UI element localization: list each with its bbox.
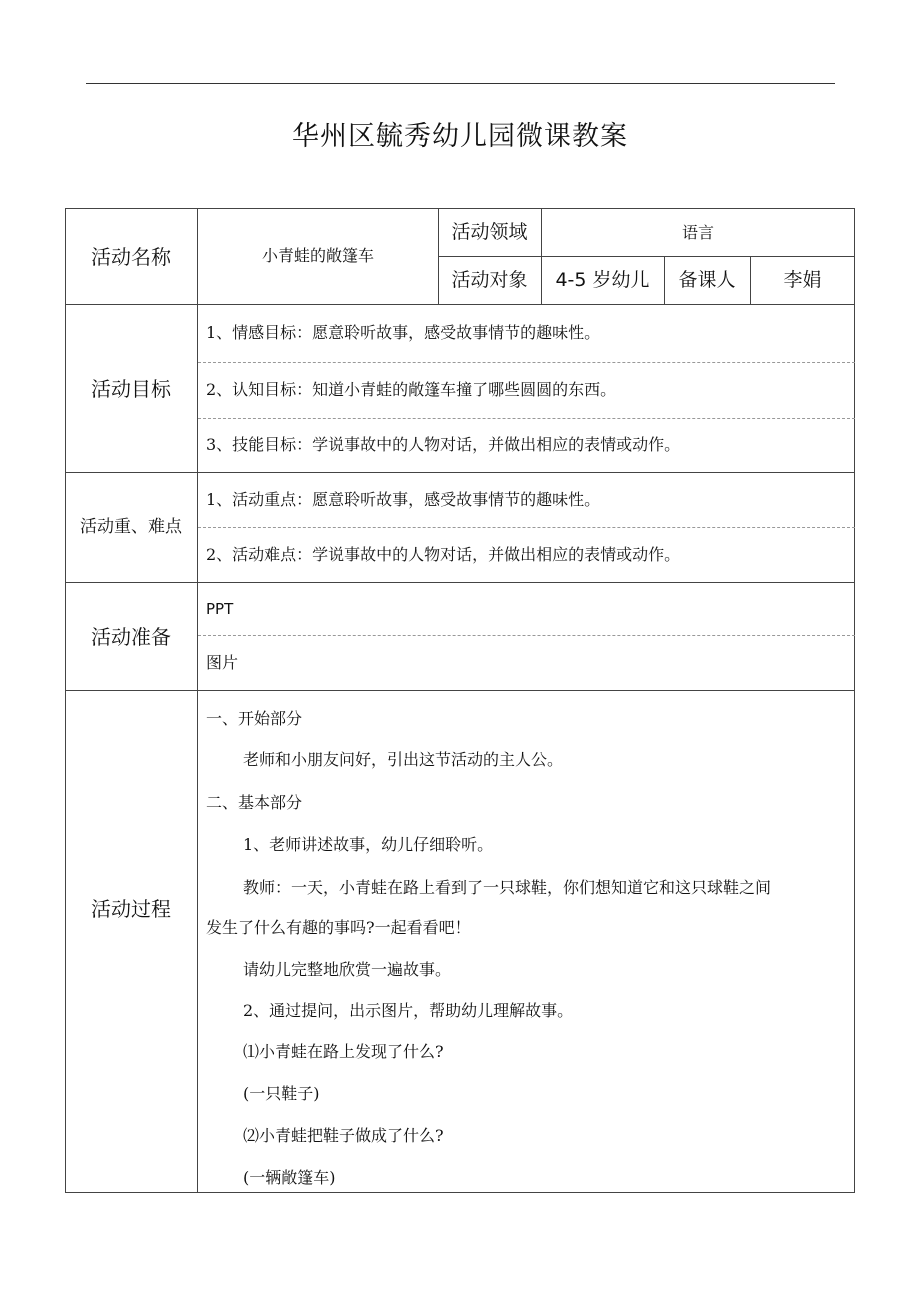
preparation-label: 活动准备 [91, 625, 171, 649]
page-title: 华州区毓秀幼儿园微课教案 [292, 121, 628, 152]
process-label: 活动过程 [91, 897, 171, 921]
key-point-item: 1、活动重点：愿意聆听故事，感受故事情节的趣味性。 [206, 490, 601, 509]
process-line: 老师和小朋友问好，引出这节活动的主人公。 [243, 750, 564, 769]
goal-item: 3、技能目标：学说事故中的人物对话，并做出相应的表情或动作。 [206, 435, 681, 454]
process-line: 一、开始部分 [206, 709, 303, 728]
process-line: 2、通过提问，出示图片，帮助幼儿理解故事。 [243, 1001, 574, 1020]
activity-domain-label: 活动领域 [451, 221, 528, 243]
preparation-item: 图片 [206, 653, 239, 672]
process-line: ⑴小青蛙在路上发现了什么? [243, 1042, 444, 1061]
process-line: 二、基本部分 [206, 793, 303, 812]
header-rule [86, 83, 835, 84]
row-divider [65, 582, 855, 583]
sub-row-divider [198, 527, 855, 528]
sub-row-divider [198, 418, 855, 419]
activity-name-label: 活动名称 [91, 245, 171, 269]
preparation-item: PPT [206, 600, 234, 618]
preparer-label: 备课人 [678, 269, 736, 291]
lesson-plan-table [65, 208, 855, 1193]
row-divider [438, 256, 855, 257]
activity-target-label: 活动对象 [451, 269, 528, 291]
key-point-item: 2、活动难点：学说事故中的人物对话，并做出相应的表情或动作。 [206, 545, 681, 564]
process-line: (一只鞋子) [243, 1084, 320, 1103]
process-line: (一辆敞篷车) [243, 1168, 336, 1187]
row-divider [65, 304, 855, 305]
process-line: 教师：一天，小青蛙在路上看到了一只球鞋，你们想知道它和这只球鞋之间 [243, 878, 772, 897]
goals-label: 活动目标 [91, 377, 171, 401]
process-line: 请幼儿完整地欣赏一遍故事。 [243, 960, 452, 979]
sub-row-divider [198, 635, 855, 636]
row-divider [65, 472, 855, 473]
key-points-label: 活动重、难点 [80, 517, 182, 537]
preparer-value: 李娟 [783, 269, 822, 291]
column-divider [197, 208, 198, 1193]
sub-row-divider [198, 362, 855, 363]
process-line: 发生了什么有趣的事吗?一起看看吧！ [206, 918, 471, 937]
activity-target-value: 4-5 岁幼儿 [555, 269, 650, 291]
row-divider [65, 690, 855, 691]
activity-domain-value: 语言 [681, 223, 714, 242]
activity-name-value: 小青蛙的敞篷车 [261, 246, 374, 265]
goal-item: 2、认知目标：知道小青蛙的敞篷车撞了哪些圆圆的东西。 [206, 380, 617, 399]
process-line: ⑵小青蛙把鞋子做成了什么? [243, 1126, 444, 1145]
goal-item: 1、情感目标：愿意聆听故事，感受故事情节的趣味性。 [206, 323, 601, 342]
process-line: 1、老师讲述故事，幼儿仔细聆听。 [243, 835, 494, 854]
